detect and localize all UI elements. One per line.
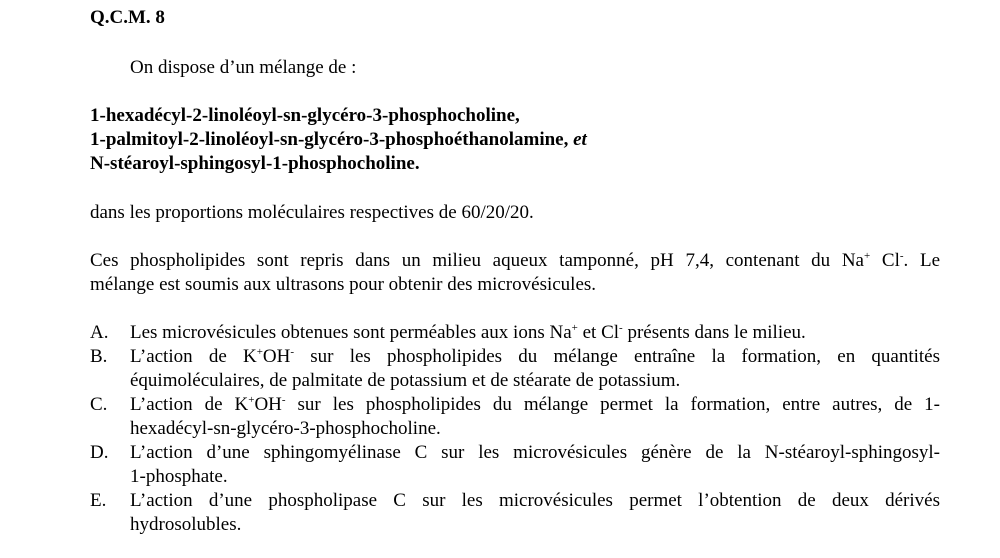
- conditions-line-1: [90, 249, 940, 273]
- molecule-1: 1-hexadécyl-2-linoléoyl-sn-glycéro-3-phosphocholine,: [90, 105, 520, 126]
- conditions-line-2: mélange est soumis aux ultrasons pour obtenir des microvésicules.: [90, 274, 597, 295]
- option-e[interactable]: [90, 489, 940, 537]
- option-letter: A.: [90, 322, 109, 343]
- option-text-part: OH: [254, 394, 282, 415]
- answer-options: [90, 321, 940, 537]
- molecule-list: [90, 104, 587, 176]
- option-b[interactable]: [90, 345, 940, 393]
- option-text-part: Les microvésicules obtenues sont perméables aux ions Na: [130, 322, 572, 343]
- sup-minus: -: [619, 322, 623, 334]
- option-text-part: sur les phospholipides du mélange entraîne la formation, en quantités: [294, 346, 940, 367]
- option-text-part: L’action de K: [130, 346, 257, 367]
- conditions-paragraph: [90, 249, 940, 297]
- option-text-line-1: L’action d’une sphingomyélinase C sur les microvésicules génère de la N-stéaroyl-sphingosyl-: [130, 442, 940, 463]
- molecule-3: N-stéaroyl-sphingosyl-1-phosphocholine.: [90, 153, 420, 174]
- option-text-part: L’action de K: [130, 394, 249, 415]
- option-text-line-1: [130, 345, 940, 369]
- option-text-part: OH: [262, 346, 291, 367]
- molecule-2: [90, 128, 587, 152]
- option-text-line-1: [130, 393, 940, 417]
- option-letter: C.: [90, 394, 108, 415]
- option-a[interactable]: [90, 321, 940, 345]
- conditions-text-b: Cl: [870, 250, 900, 271]
- option-c[interactable]: [90, 393, 940, 441]
- option-d[interactable]: [90, 441, 940, 489]
- molecule-2-conjunction: et: [573, 129, 587, 150]
- option-text-line-1: L’action d’une phospholipase C sur les microvésicules permet l’obtention de deux dérivés: [130, 490, 940, 511]
- conditions-text-c: . Le: [903, 250, 941, 271]
- sup-minus: -: [290, 346, 295, 358]
- sup-minus: -: [281, 394, 286, 406]
- option-text-part: sur les phospholipides du mélange permet la formation, entre autres, de 1-: [285, 394, 940, 415]
- sup-minus: -: [899, 250, 904, 262]
- option-letter: E.: [90, 490, 107, 511]
- option-text-line-2: hexadécyl-sn-glycéro-3-phosphocholine.: [130, 418, 441, 439]
- conditions-text-a: Ces phospholipides sont repris dans un milieu aqueux tamponné, pH 7,4, contenant du Na: [90, 250, 864, 271]
- option-text-part: présents dans le milieu.: [622, 322, 806, 343]
- sup-plus: +: [864, 250, 871, 262]
- option-letter: D.: [90, 442, 109, 463]
- option-text-line-2: 1-phosphate.: [130, 466, 228, 487]
- question-title: Q.C.M. 8: [90, 7, 165, 28]
- sup-plus: +: [256, 346, 263, 358]
- molecule-2-name: 1-palmitoyl-2-linoléoyl-sn-glycéro-3-phosphoéthanolamine,: [90, 129, 569, 150]
- option-text-line-2: hydrosolubles.: [130, 514, 242, 535]
- proportions-text: dans les proportions moléculaires respectives de 60/20/20.: [90, 202, 534, 223]
- option-text-line-2: équimoléculaires, de palmitate de potassium et de stéarate de potassium.: [130, 370, 681, 391]
- option-text-part: et Cl: [577, 322, 620, 343]
- option-text: [130, 321, 940, 345]
- option-letter: B.: [90, 346, 108, 367]
- sup-plus: +: [248, 394, 255, 406]
- sup-plus: +: [571, 322, 578, 334]
- intro-text: On dispose d’un mélange de :: [130, 57, 357, 78]
